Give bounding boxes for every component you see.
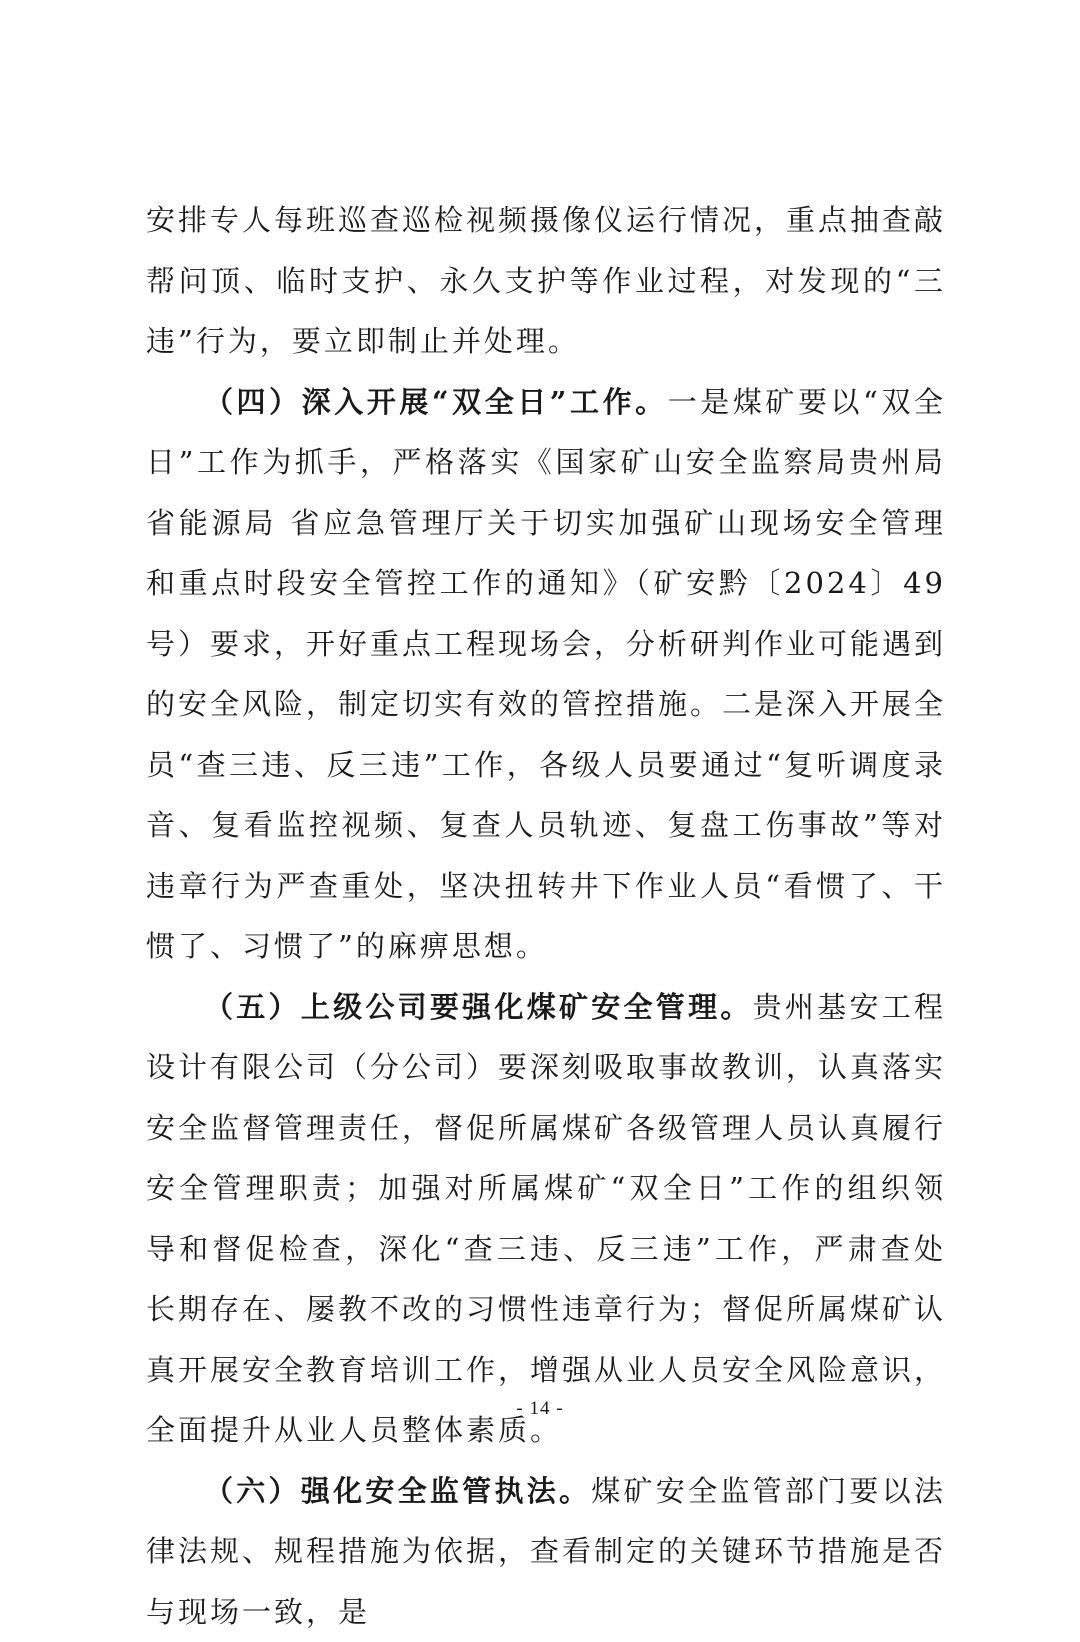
paragraph-text: 安排专人每班巡查巡检视频摄像仪运行情况，重点抽查敲帮问顶、临时支护、永久支护等作业过程，对发现的“三违”行为，要立即制止并处理。 [146, 203, 946, 358]
section-heading: （四）深入开展“双全日”工作。 [204, 385, 668, 419]
paragraph-text: 煤矿安全监管部门要以法律法规、规程措施为依据，查看制定的关键环节措施是否与现场一致，是 [146, 1474, 946, 1629]
paragraph-section-5 [146, 977, 946, 1461]
page-number: - 14 - [0, 1398, 1080, 1420]
paragraph-section-4 [146, 372, 946, 977]
body-text [146, 190, 946, 1642]
paragraph-text: 一是煤矿要以“双全日”工作为抓手，严格落实《国家矿山安全监察局贵州局 省能源局 省应急管理厅关于切实加强矿山现场安全管理和重点时段安全管控工作的通知》（矿安黔〔2024〕49号）要求，开好重点工程现场会，分析研判作业可能遇到的安全风险，制定切实有效的管控措施。二是深入开展全员“查三违、反三违”工作，各级人员要通过“复听调度录音、复看监控视频、复查人员轨迹、复盘工伤事故”等对违章行为严查重处，坚决扭转井下作业人员“看惯了、干惯了、习惯了”的麻痹思想。 [146, 385, 946, 964]
paragraph-continuation [146, 190, 946, 372]
section-heading: （六）强化安全监管执法。 [204, 1474, 591, 1508]
section-heading: （五）上级公司要强化煤矿安全管理。 [204, 990, 753, 1024]
paragraph-text: 贵州基安工程设计有限公司（分公司）要深刻吸取事故教训，认真落实安全监督管理责任，督促所属煤矿各级管理人员认真履行安全管理职责；加强对所属煤矿“双全日”工作的组织领导和督促检查，深化“查三违、反三违”工作，严肃查处长期存在、屡教不改的习惯性违章行为；督促所属煤矿认真开展安全教育培训工作，增强从业人员安全风险意识，全面提升从业人员整体素质。 [146, 990, 946, 1448]
paragraph-section-6 [146, 1461, 946, 1642]
